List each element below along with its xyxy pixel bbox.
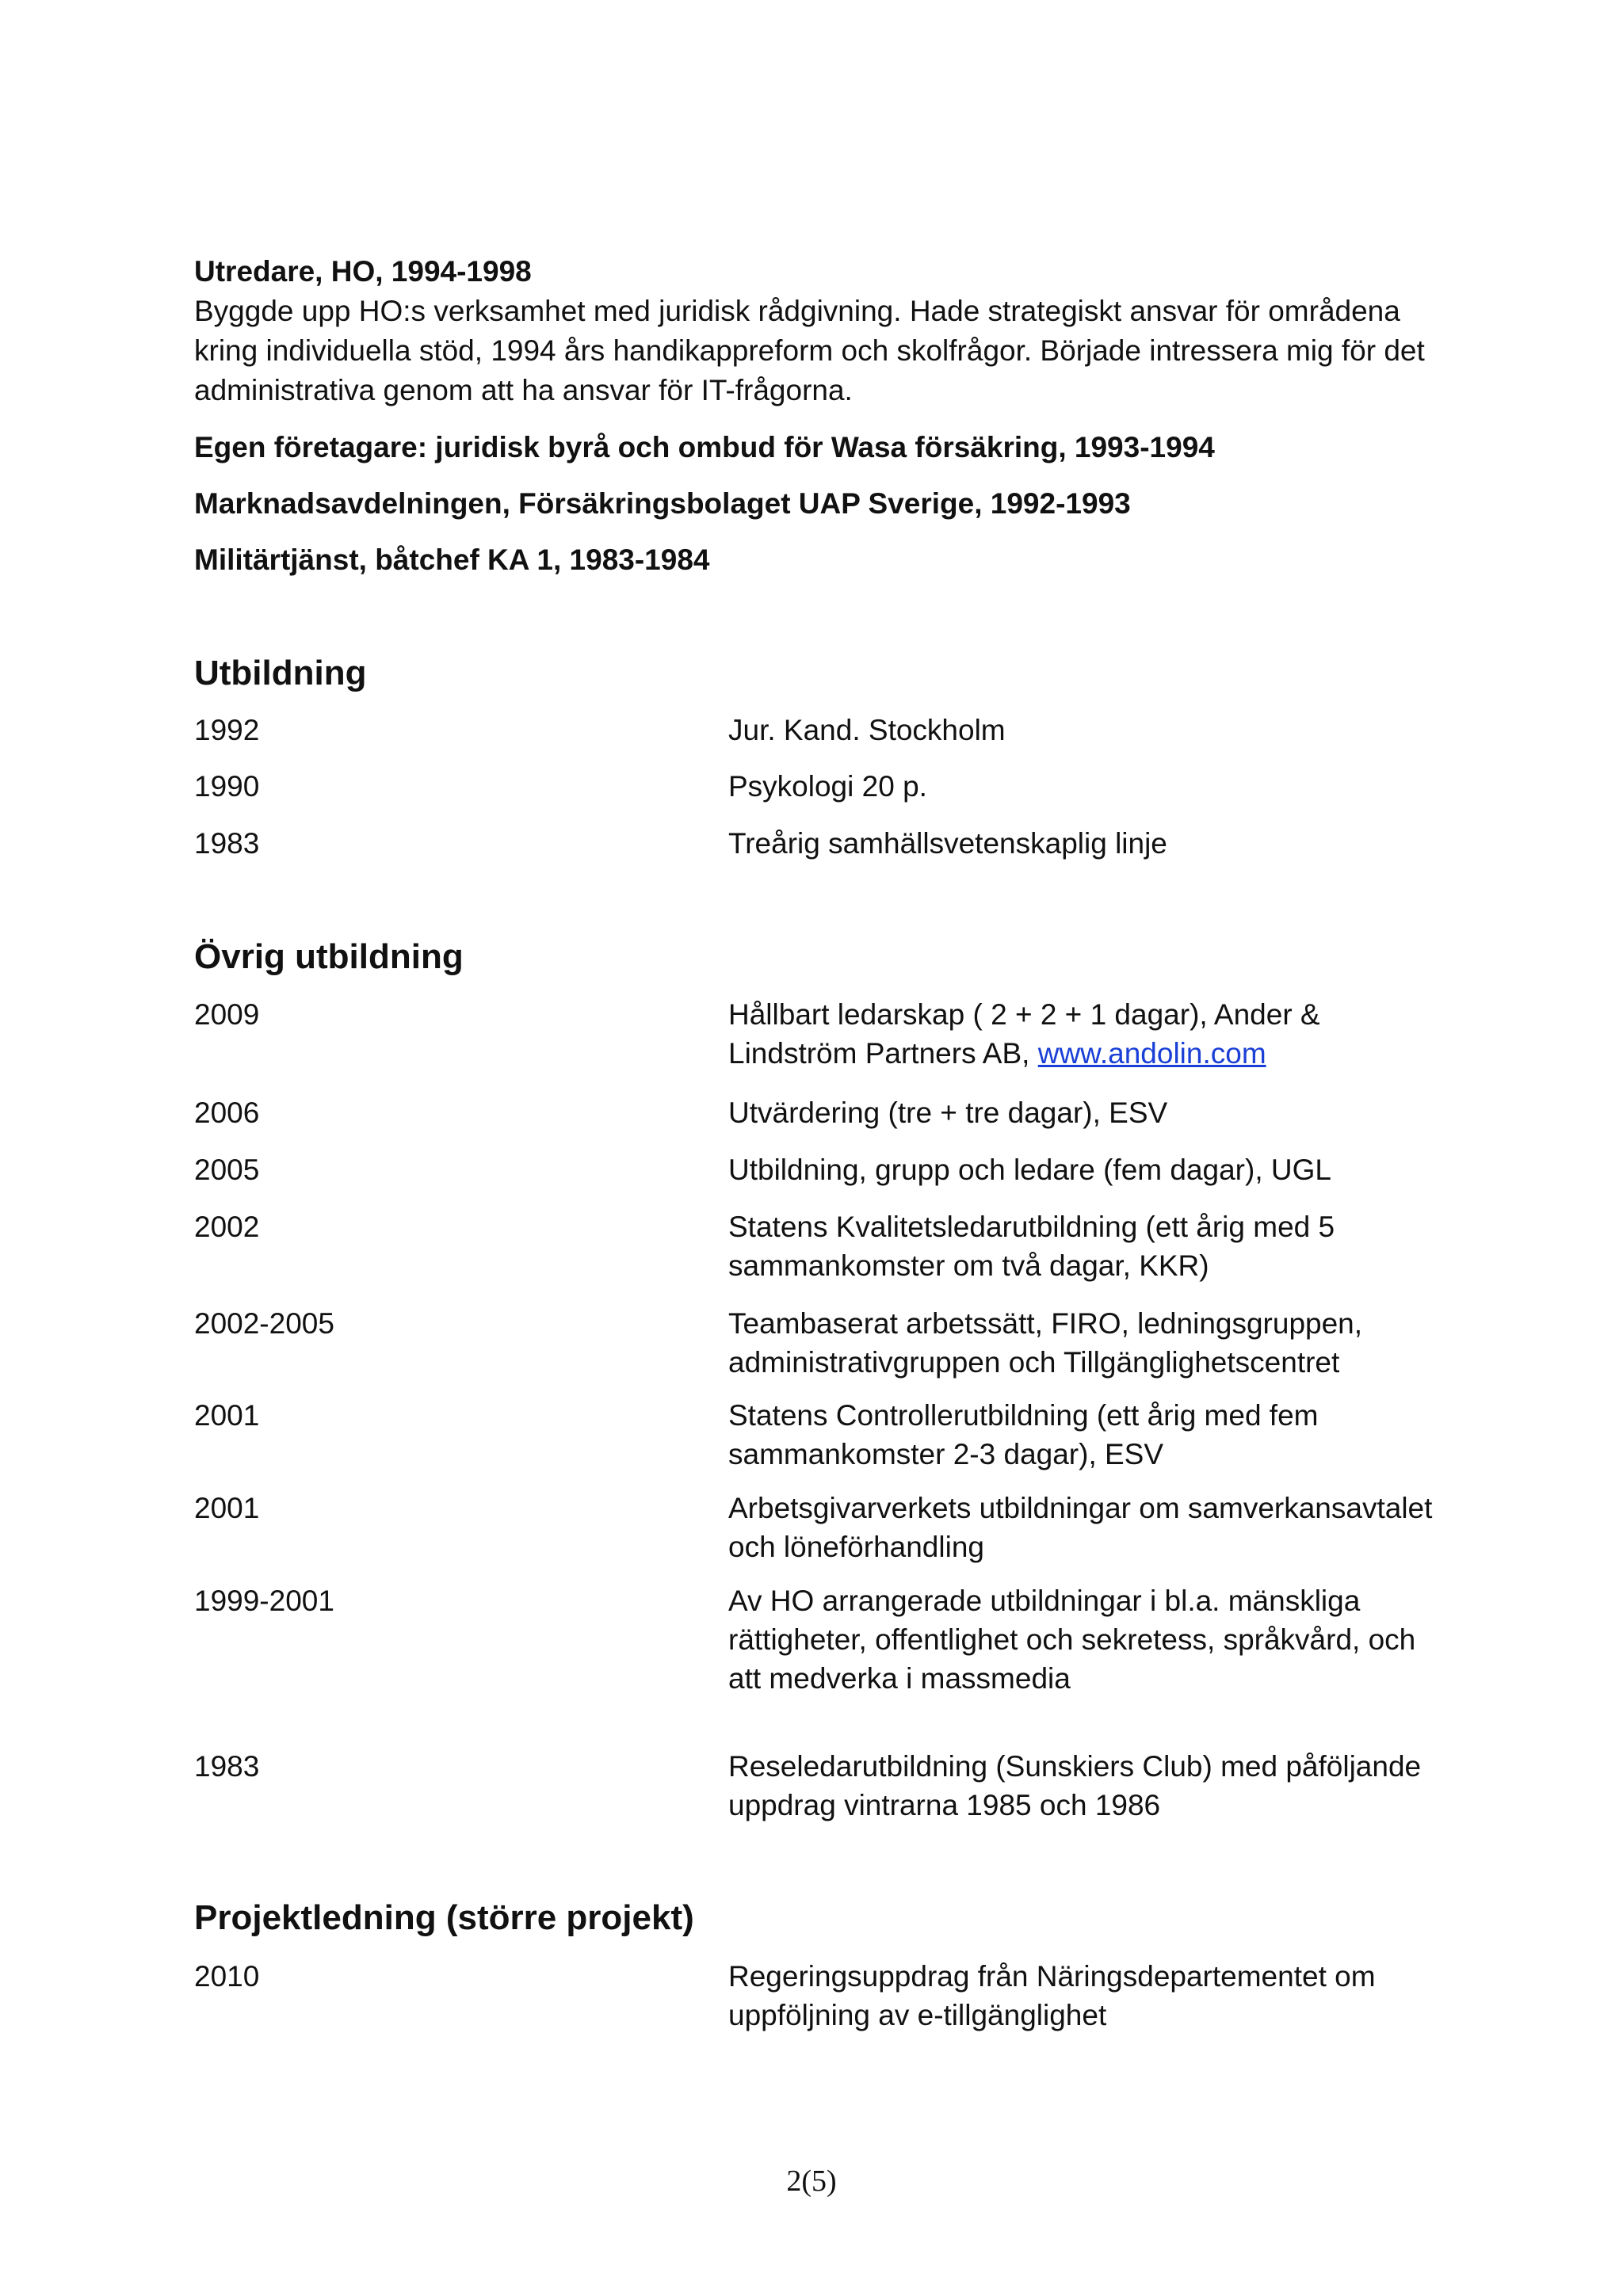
row-text-main: Hållbart ledarskap ( 2 + 2 + 1 dagar), Ander & Lindström Partners AB,: [728, 998, 1320, 1070]
row-year: 2002-2005: [194, 1307, 334, 1340]
row-year: 2009: [194, 998, 260, 1031]
row-text: Av HO arrangerade utbildningar i bl.a. mänskliga rättigheter, offentlighet och sekretess, språkvård, och att medverka i massmedia: [728, 1585, 1416, 1695]
row-text: Treårig samhällsvetenskaplig linje: [728, 827, 1167, 860]
row-text: Reseledarutbildning (Sunskiers Club) med påföljande uppdrag vintrarna 1985 och 1986: [728, 1750, 1422, 1821]
row-year: 1999-2001: [194, 1585, 334, 1617]
row-year: 1990: [194, 770, 260, 803]
row-text: Statens Controllerutbildning (ett årig med fem sammankomster 2-3 dagar), ESV: [728, 1399, 1319, 1470]
row-year: 2002: [194, 1211, 260, 1243]
job-title: Utredare, HO, 1994-1998: [194, 255, 532, 288]
section-heading-utbildning: Utbildning: [194, 654, 367, 692]
row-text: Statens Kvalitetsledarutbildning (ett årig med 5 sammankomster om två dagar, KKR): [728, 1211, 1335, 1282]
row-text: Teambaserat arbetssätt, FIRO, ledningsgruppen, administrativgruppen och Tillgänglighetscentret: [728, 1307, 1363, 1379]
row-year: 1983: [194, 827, 260, 860]
job-title: Marknadsavdelningen, Försäkringsbolaget UAP Sverige, 1992-1993: [194, 487, 1131, 520]
row-year: 2001: [194, 1399, 260, 1432]
job-description: Byggde upp HO:s verksamhet med juridisk rådgivning. Hade strategiskt ansvar för områdena kring individuella stöd, 1994 års handikappreform och skolfrågor. Började intressera mig för det administrativa genom att ha ansvar för IT-frågorna.: [194, 295, 1425, 406]
row-year: 2006: [194, 1097, 260, 1129]
row-year: 1992: [194, 714, 260, 746]
row-text: [728, 995, 1442, 1073]
row-year: 1983: [194, 1750, 260, 1783]
section-heading-ovrig-utbildning: Övrig utbildning: [194, 937, 464, 976]
job-title: Militärtjänst, båtchef KA 1, 1983-1984: [194, 543, 710, 576]
row-text: Jur. Kand. Stockholm: [728, 714, 1006, 746]
row-text: Arbetsgivarverkets utbildningar om samverkansavtalet och löneförhandling: [728, 1492, 1433, 1563]
row-text: Utbildning, grupp och ledare (fem dagar), UGL: [728, 1154, 1331, 1186]
row-year: 2001: [194, 1492, 260, 1524]
page-number: 2(5): [786, 2164, 837, 2198]
section-heading-projektledning: Projektledning (större projekt): [194, 1898, 694, 1937]
row-text: Psykologi 20 p.: [728, 770, 927, 803]
row-text: Regeringsuppdrag från Näringsdepartementet om uppföljning av e-tillgänglighet: [728, 1960, 1376, 2031]
experience-section: [194, 252, 1462, 410]
andolin-link[interactable]: www.andolin.com: [1037, 1037, 1266, 1070]
job-title: Egen företagare: juridisk byrå och ombud för Wasa försäkring, 1993-1994: [194, 431, 1215, 463]
row-year: 2010: [194, 1960, 260, 1993]
row-text: Utvärdering (tre + tre dagar), ESV: [728, 1097, 1168, 1129]
row-year: 2005: [194, 1154, 260, 1186]
